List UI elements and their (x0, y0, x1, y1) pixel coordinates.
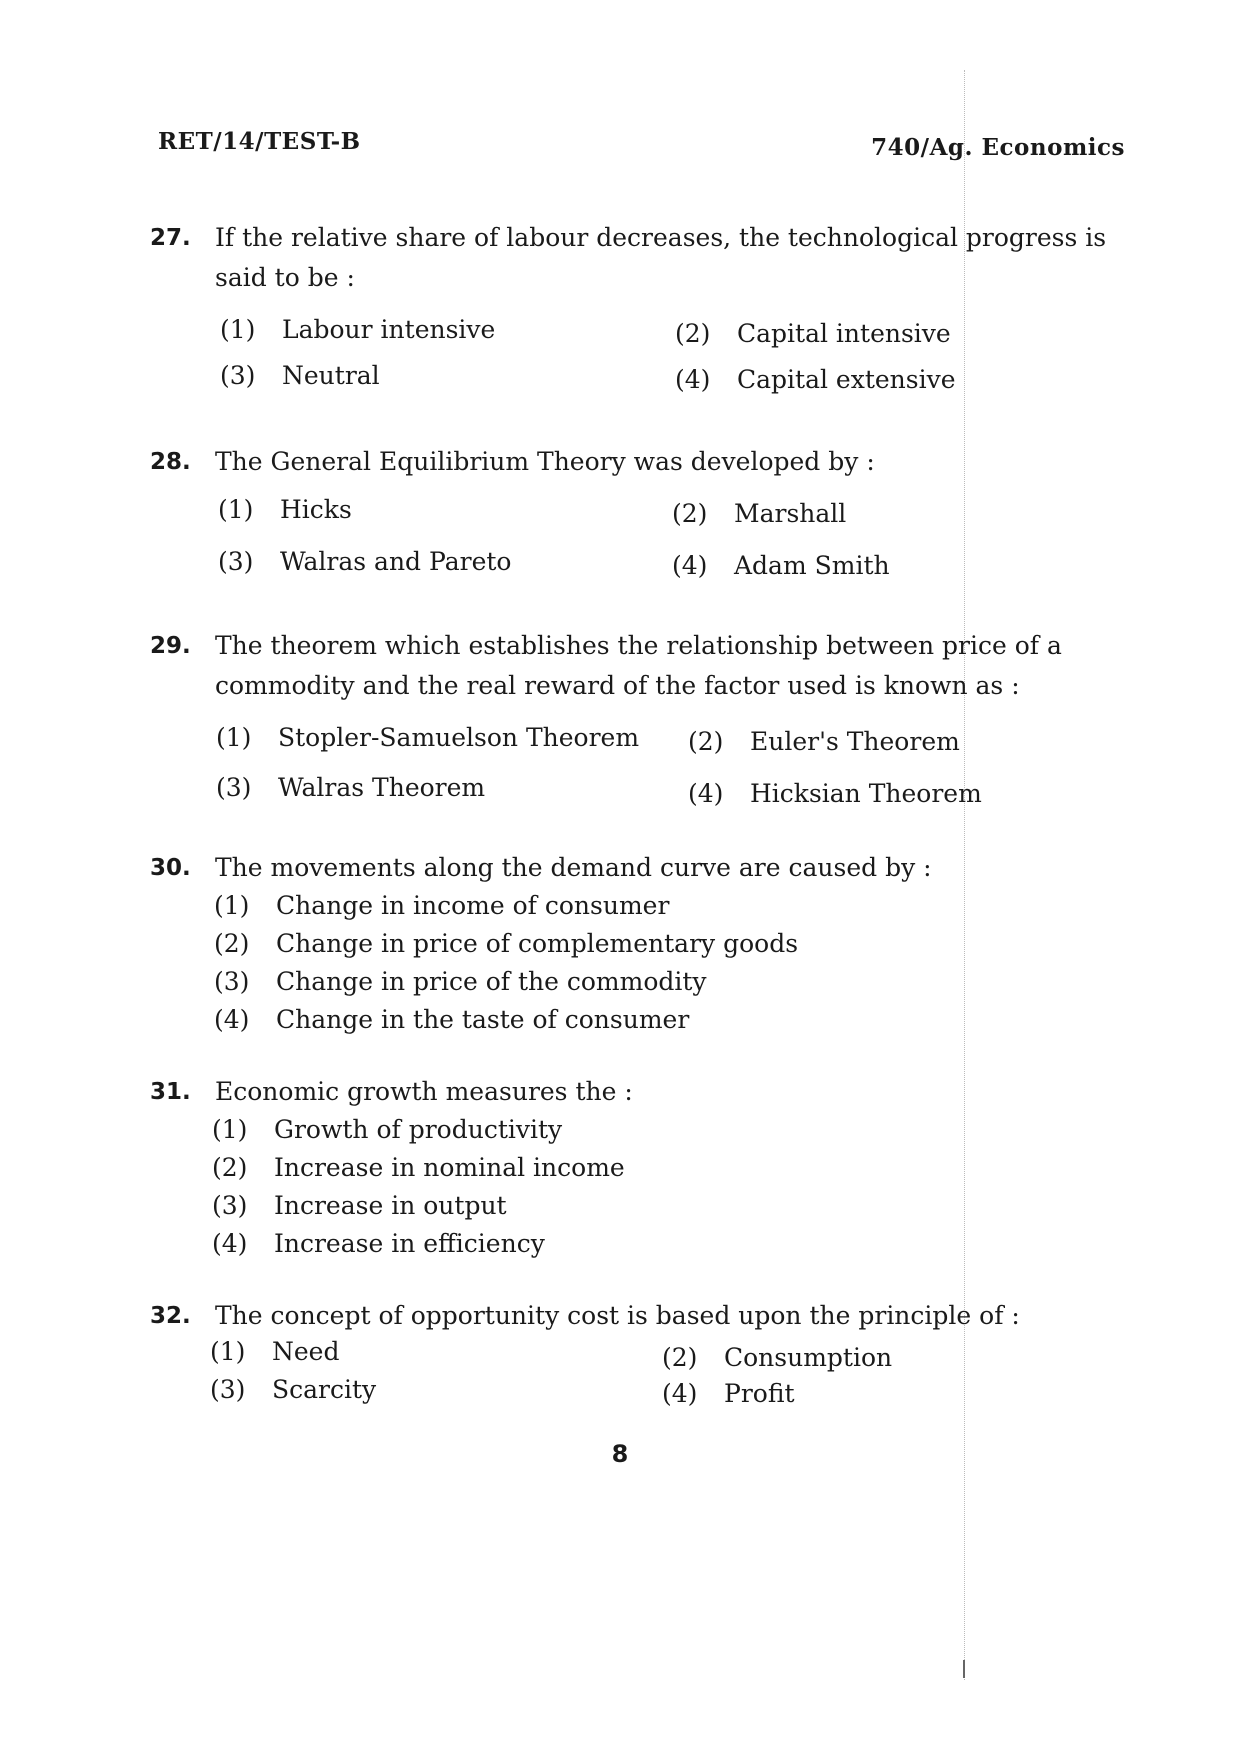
page-number: 8 (611, 1440, 629, 1468)
option-3: (3) Change in price of the commodity (214, 967, 707, 996)
scan-mark (963, 1660, 965, 1678)
question-number: 30. (150, 855, 191, 881)
option-2: (2) Consumption (662, 1343, 893, 1372)
option-2: (2) Capital intensive (675, 319, 951, 348)
question-text: The theorem which establishes the relationship between price of a commodity and the real reward of the factor used is known as : (215, 631, 1062, 700)
option-1: (1) Change in income of consumer (214, 891, 670, 920)
question-text: The concept of opportunity cost is based upon the principle of : (215, 1301, 1020, 1330)
option-4: (4) Hicksian Theorem (688, 779, 982, 808)
question-28 (150, 442, 1130, 592)
option-3: (3) Increase in output (212, 1191, 507, 1220)
option-3: (3) Walras Theorem (216, 773, 486, 802)
question-number: 28. (150, 449, 191, 475)
option-2: (2) Change in price of complementary goods (214, 929, 799, 958)
option-3: (3) Scarcity (210, 1375, 377, 1404)
option-1: (1) Need (210, 1337, 340, 1366)
option-4: (4) Adam Smith (672, 551, 890, 580)
question-text: Economic growth measures the : (215, 1077, 633, 1106)
option-4: (4) Capital extensive (675, 365, 956, 394)
option-3: (3) Neutral (220, 361, 380, 390)
question-text: The movements along the demand curve are caused by : (215, 853, 932, 882)
option-4: (4) Increase in efficiency (212, 1229, 545, 1258)
test-code: RET/14/TEST-B (158, 128, 361, 155)
question-number: 27. (150, 225, 191, 251)
option-2: (2) Increase in nominal income (212, 1153, 625, 1182)
page-header (158, 128, 1125, 168)
question-32 (150, 1296, 1130, 1426)
option-1: (1) Stopler-Samuelson Theorem (216, 723, 640, 752)
question-27 (150, 218, 1130, 394)
option-4: (4) Change in the taste of consumer (214, 1005, 690, 1034)
question-text: If the relative share of labour decreases, the technological progress is said to be : (215, 223, 1107, 292)
option-1: (1) Hicks (218, 495, 352, 524)
question-29 (150, 626, 1130, 816)
subject-code: 740/Ag. Economics (871, 134, 1125, 161)
question-number: 29. (150, 633, 191, 659)
option-2: (2) Marshall (672, 499, 847, 528)
question-number: 31. (150, 1079, 191, 1105)
option-1: (1) Labour intensive (220, 315, 496, 344)
option-3: (3) Walras and Pareto (218, 547, 512, 576)
question-text: The General Equilibrium Theory was developed by : (215, 447, 875, 476)
question-31 (150, 1072, 1130, 1262)
option-1: (1) Growth of productivity (212, 1115, 563, 1144)
question-number: 32. (150, 1303, 191, 1329)
option-2: (2) Euler's Theorem (688, 727, 960, 756)
question-30 (150, 848, 1130, 1038)
option-4: (4) Profit (662, 1379, 795, 1408)
